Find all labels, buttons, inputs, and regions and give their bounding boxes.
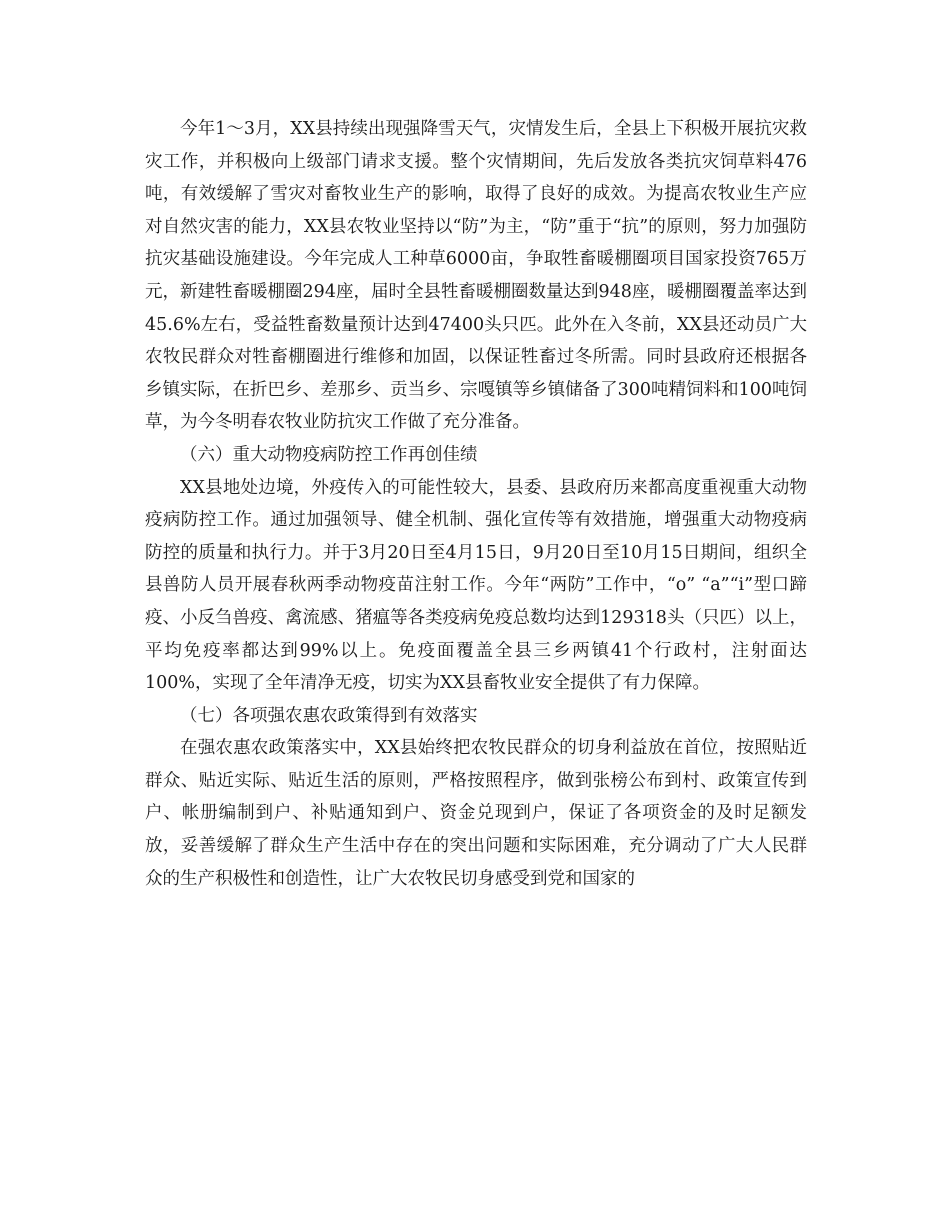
paragraph-snow-disaster-relief: 今年1～3月，XX县持续出现强降雪天气，灾情发生后，全县上下积极开展抗灾救灾工作，并积极向上级部门请求支援。整个灾情期间，先后发放各类抗灾饲草料476吨，有效缓解了雪灾对畜牧业生产的影响，取得了良好的成效。为提高农牧业生产应对自然灾害的能力，XX县农牧业坚持以“防”为主，“防”重于“抗”的原则，努力加强防抗灾基础设施建设。今年完成人工种草6000亩，争取牲畜暖棚圈项目国家投资765万元，新建牲畜暖棚圈294座，届时全县牲畜暖棚圈数量达到948座，暖棚圈覆盖率达到45.6%左右，受益牲畜数量预计达到47400头只匹。此外在入冬前，XX县还动员广大农牧民群众对牲畜棚圈进行维修和加固，以保证牲畜过冬所需。同时县政府还根据各乡镇实际，在折巴乡、差那乡、贡当乡、宗嘎镇等乡镇储备了300吨精饲料和100吨饲草，为今冬明春农牧业防抗灾工作做了充分准备。 [145,119,807,433]
paragraph-animal-disease-control: XX县地处边境，外疫传入的可能性较大，县委、县政府历来都高度重视重大动物疫病防控工作。通过加强领导、健全机制、强化宣传等有效措施，增强重大动物疫病防控的质量和执行力。并于3月20日至4月15日，9月20日至10月15日期间，组织全县兽防人员开展春秋两季动物疫苗注射工作。今年“两防”工作中，“o” “a”“i”型口蹄疫、小反刍兽疫、禽流感、猪瘟等各类疫病免疫总数均达到129318头（只匹）以上，平均免疫率都达到99%以上。免疫面覆盖全县三乡两镇41个行政村，注射面达100%，实现了全年清净无疫，切实为XX县畜牧业安全提供了有力保障。 [145,477,807,694]
section-heading-6: （六）重大动物疫病防控工作再创佳绩 [180,444,478,465]
section-heading-7: （七）各项强农惠农政策得到有效落实 [180,705,478,726]
paragraph-agricultural-policy: 在强农惠农政策落实中，XX县始终把农牧民群众的切身利益放在首位，按照贴近群众、贴近实际、贴近生活的原则，严格按照程序，做到张榜公布到村、政策宣传到户、帐册编制到户、补贴通知到户、资金兑现到户，保证了各项资金的及时足额发放，妥善缓解了群众生产生活中存在的突出问题和实际困难，充分调动了广大人民群众的生产积极性和创造性，让广大农牧民切身感受到党和国家的 [145,738,807,889]
document-body [145,113,807,895]
